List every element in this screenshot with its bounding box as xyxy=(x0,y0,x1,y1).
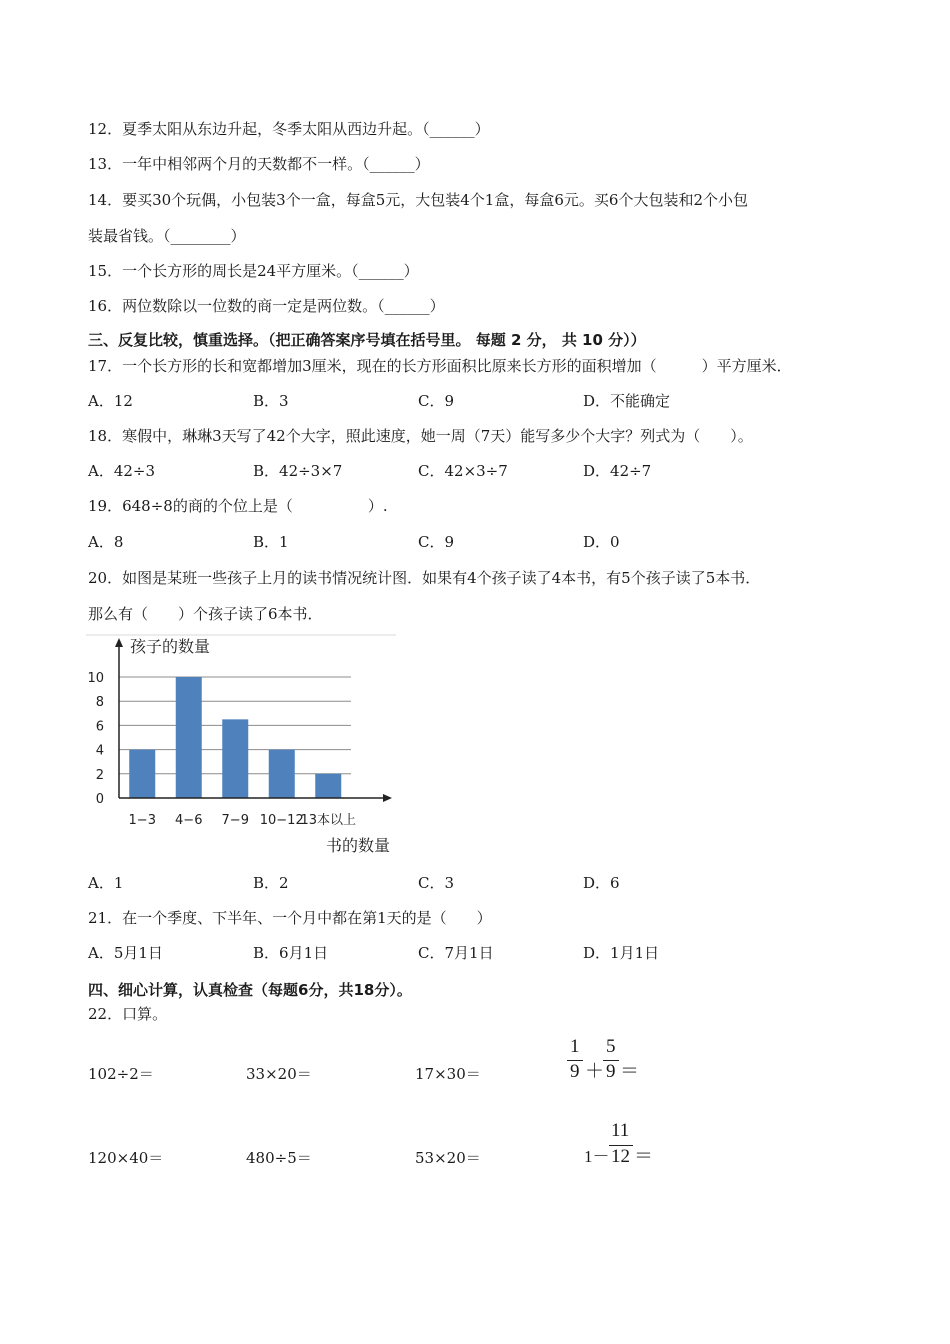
fraction-2-denominator: 9 xyxy=(606,1061,616,1082)
option-17-a: A．12 xyxy=(88,392,133,410)
x-tick-label: 10−12 xyxy=(259,813,304,828)
question-14: 14．要买30个玩偶，小包装3个一盒，每盒5元，大包装4个1盒，每盒6元。买6个大包装和2个小包 xyxy=(88,191,748,209)
question-20-continued: 那么有（ ）个孩子读了6本书． xyxy=(88,605,323,623)
bar-3 xyxy=(269,750,295,798)
y-tick-label: 6 xyxy=(95,719,104,735)
option-18-b: B．42÷3×7 xyxy=(253,462,343,480)
y-tick-label: 2 xyxy=(95,767,104,783)
equals-sign-2: ＝ xyxy=(634,1146,654,1167)
option-21-a: A．5月1日 xyxy=(88,944,163,962)
option-19-b: B．1 xyxy=(253,533,289,551)
chart-y-ticks xyxy=(87,671,104,807)
option-20-b: B．2 xyxy=(253,874,289,892)
fraction-1-numerator: 1 xyxy=(570,1036,580,1057)
fraction-2-numerator: 5 xyxy=(606,1036,616,1057)
x-tick-label: 4−6 xyxy=(175,813,203,828)
option-19-d: D．0 xyxy=(583,533,620,551)
plus-sign: ＋ xyxy=(585,1061,605,1082)
chart-x-label: 书的数量 xyxy=(326,836,391,855)
bar-0 xyxy=(129,750,155,798)
x-tick-label: 13本以上 xyxy=(300,813,357,828)
question-21: 21．在一个季度、下半年、一个月中都在第1天的是（ ） xyxy=(88,909,492,927)
bar-1 xyxy=(176,677,202,798)
option-18-d: D．42÷7 xyxy=(583,462,652,480)
x-tick-label: 7−9 xyxy=(221,813,249,828)
chart-x-ticks xyxy=(129,812,356,828)
option-20-d: D．6 xyxy=(583,874,620,892)
option-21-c: C．7月1日 xyxy=(418,944,494,962)
question-12: 12．夏季太阳从东边升起，冬季太阳从西边升起。（______） xyxy=(88,120,490,138)
option-17-b: B．3 xyxy=(253,392,289,410)
question-15: 15．一个长方形的周长是24平方厘米。（______） xyxy=(88,262,419,280)
option-18-c: C．42×3÷7 xyxy=(418,462,508,480)
y-axis-arrow xyxy=(115,638,123,647)
option-21-d: D．1月1日 xyxy=(583,944,660,962)
calc-6: 480÷5＝ xyxy=(246,1149,312,1167)
y-tick-label: 10 xyxy=(87,671,104,686)
question-16: 16．两位数除以一位数的商一定是两位数。（______） xyxy=(88,297,445,315)
option-19-c: C．9 xyxy=(418,533,455,551)
option-18-a: A．42÷3 xyxy=(88,462,156,480)
question-17: 17．一个长方形的长和宽都增加3厘米，现在的长方形面积比原来长方形的面积增加（ ）平方厘米． xyxy=(88,357,792,375)
calc-2: 33×20＝ xyxy=(246,1065,312,1083)
question-13: 13．一年中相邻两个月的天数都不一样。（______） xyxy=(88,155,430,173)
section-4-title: 四、细心计算，认真检查（每题6分，共18分）。 xyxy=(88,981,412,999)
fraction-1-denominator: 9 xyxy=(570,1061,580,1082)
calc-3: 17×30＝ xyxy=(415,1065,481,1083)
reading-bar-chart xyxy=(86,634,406,864)
option-17-c: C．9 xyxy=(418,392,455,410)
x-axis-arrow xyxy=(383,794,392,802)
bar-2 xyxy=(222,719,248,798)
question-22: 22．口算。 xyxy=(88,1005,168,1023)
question-18: 18．寒假中，琳琳3天写了42个大字，照此速度，她一周（7天）能写多少个大字？列式为（ ）。 xyxy=(88,427,753,445)
question-20: 20．如图是某班一些孩子上月的读书情况统计图．如果有4个孩子读了4本书，有5个孩子读了5本书． xyxy=(88,569,761,587)
fraction-3-lead: 1－ xyxy=(584,1147,610,1166)
chart-bars xyxy=(129,677,341,798)
fraction-3-numerator: 11 xyxy=(611,1120,630,1141)
chart-y-label: 孩子的数量 xyxy=(130,637,211,656)
y-tick-label: 4 xyxy=(95,743,104,759)
equals-sign-1: ＝ xyxy=(620,1061,640,1082)
option-20-a: A．1 xyxy=(88,874,124,892)
question-19: 19．648÷8的商的个位上是（ ）. xyxy=(88,497,388,515)
y-tick-label: 0 xyxy=(95,792,104,807)
x-tick-label: 1−3 xyxy=(128,813,156,828)
y-tick-label: 8 xyxy=(95,695,104,711)
bar-4 xyxy=(315,774,341,798)
calc-7: 53×20＝ xyxy=(415,1149,481,1167)
calc-5: 120×40＝ xyxy=(88,1149,164,1167)
option-20-c: C．3 xyxy=(418,874,455,892)
fraction-3-denominator: 12 xyxy=(611,1146,630,1167)
calc-1: 102÷2＝ xyxy=(88,1065,154,1083)
question-14-continued: 装最省钱。（________） xyxy=(88,227,246,245)
option-19-a: A．8 xyxy=(88,533,124,551)
option-21-b: B．6月1日 xyxy=(253,944,329,962)
section-3-title: 三、反复比较，慎重选择。（把正确答案序号填在括号里。 每题 2 分， 共 10 分）） xyxy=(88,331,646,349)
option-17-d: D．不能确定 xyxy=(583,392,671,410)
